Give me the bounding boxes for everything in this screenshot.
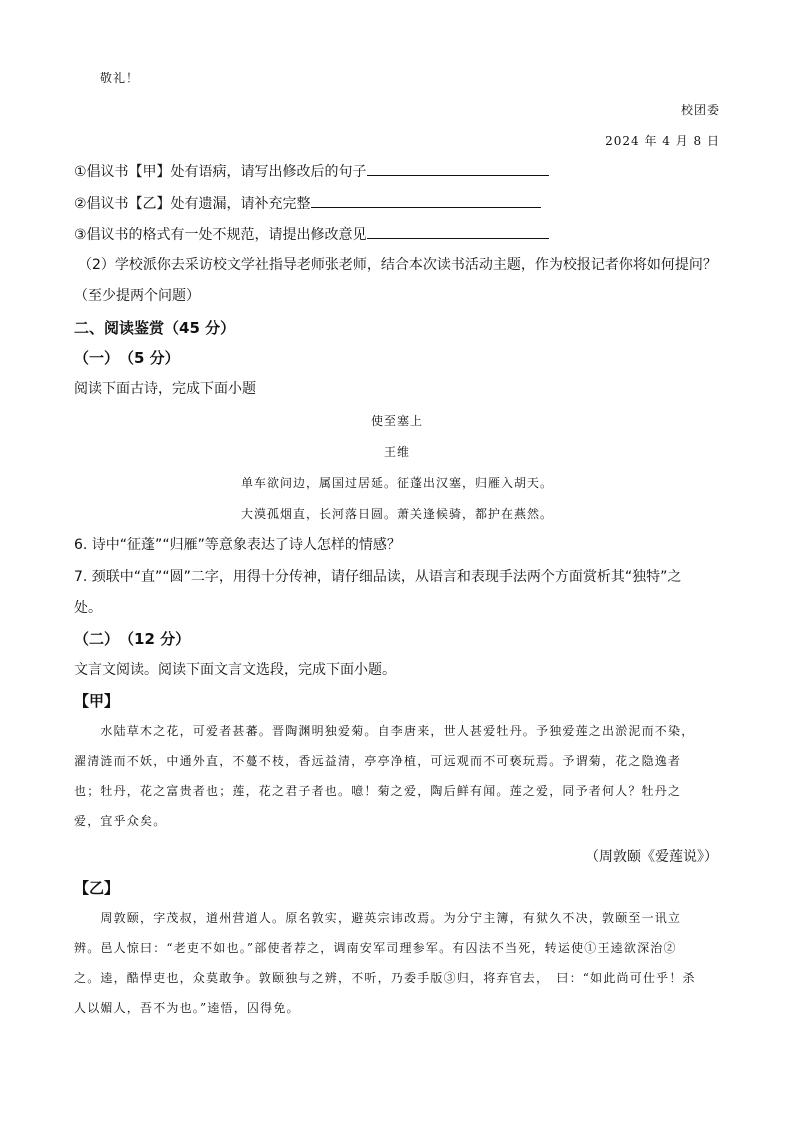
question-7-line-1: 7. 颈联中“直”“圆”二字，用得十分传神，请仔细品读，从语言和表现手法两个方面赏析其“独特”之 xyxy=(74,569,682,585)
part2-intro: 文言文阅读。阅读下面文言文选段，完成下面小题。 xyxy=(74,662,396,678)
q1-item-2 xyxy=(74,193,541,214)
q1-item-3 xyxy=(74,224,549,245)
letter-date: 2024 年 4 月 8 日 xyxy=(605,134,720,148)
passage-jia-line: 濯清涟而不妖，中通外直，不蔓不枝，香远益清，亭亭净植，可远观而不可亵玩焉。予谓菊，花之隐逸者 xyxy=(74,754,682,768)
poem-author: 王维 xyxy=(383,445,410,459)
passage-jia-line: 也；牡丹，花之富贵者也；莲，花之君子者也。噫！菊之爱，陶后鲜有闻。莲之爱，同予者何人？牡丹之 xyxy=(74,784,682,798)
answer-blank xyxy=(367,161,549,176)
question-6: 6. 诗中“征蓬”“归雁”等意象表达了诗人怎样的情感？ xyxy=(74,537,401,553)
letter-signer: 校团委 xyxy=(680,103,720,117)
passage-jia-line: 爱，宜乎众矣。 xyxy=(74,814,167,828)
answer-blank xyxy=(367,224,549,239)
passage-yi-label: 【乙】 xyxy=(74,879,120,897)
q1-sub2-line2: （至少提两个问题） xyxy=(74,288,200,304)
letter-greeting: 敬礼！ xyxy=(100,71,140,85)
q1-sub2-line1: （2）学校派你去采访校文学社指导老师张老师，结合本次读书活动主题，作为校报记者你将如何提问？ xyxy=(78,257,717,273)
passage-yi xyxy=(74,903,734,1023)
passage-jia-source: （周敦颐《爱莲说》） xyxy=(585,849,718,865)
passage-jia-line: 水陆草木之花，可爱者甚蕃。晋陶渊明独爱菊。自李唐来，世人甚爱牡丹。予独爱莲之出淤泥而不染， xyxy=(74,724,695,738)
passage-yi-line: 周敦颐，字茂叔，道州营道人。原名敦实，避英宗讳改焉。为分宁主簿，有狱久不决，敦颐至一讯立 xyxy=(74,911,682,925)
poem-title: 使至塞上 xyxy=(370,414,423,428)
passage-jia xyxy=(74,716,734,836)
poem-line-2: 大漠孤烟直，长河落日圆。萧关逢候骑，都护在燕然。 xyxy=(240,507,553,521)
q1-item-3-text: ③倡议书的格式有一处不规范，请提出修改意见 xyxy=(74,227,367,243)
passage-yi-line: 人以媚人，吾不为也。”逵悟，囚得免。 xyxy=(74,1001,300,1015)
section-heading: 二、阅读鉴赏（45 分） xyxy=(74,319,236,337)
passage-jia-label: 【甲】 xyxy=(74,692,120,710)
passage-yi-line: 之。逵，酷悍吏也，众莫敢争。敦颐独与之辨，不听，乃委手版③归，将弃官去， 曰：“如此尚可仕乎！杀 xyxy=(74,971,696,985)
q1-item-2-text: ②倡议书【乙】处有遗漏，请补充完整 xyxy=(74,196,311,212)
answer-blank xyxy=(311,193,541,208)
part1-heading: （一） （5 分） xyxy=(74,349,180,367)
part2-heading: （二） （12 分） xyxy=(74,630,191,648)
q1-item-1 xyxy=(74,161,549,182)
q1-item-1-text: ①倡议书【甲】处有语病，请写出修改后的句子 xyxy=(74,164,367,180)
poem-line-1: 单车欲问边，属国过居延。征蓬出汉塞，归雁入胡天。 xyxy=(240,476,553,490)
passage-yi-line: 辨。邑人惊曰：“老吏不如也。”部使者荐之，调南安军司理参军。有囚法不当死，转运使①王逵欲深治② xyxy=(74,941,677,955)
question-7-line-2: 处。 xyxy=(74,600,102,616)
part1-intro: 阅读下面古诗，完成下面小题 xyxy=(74,381,256,397)
